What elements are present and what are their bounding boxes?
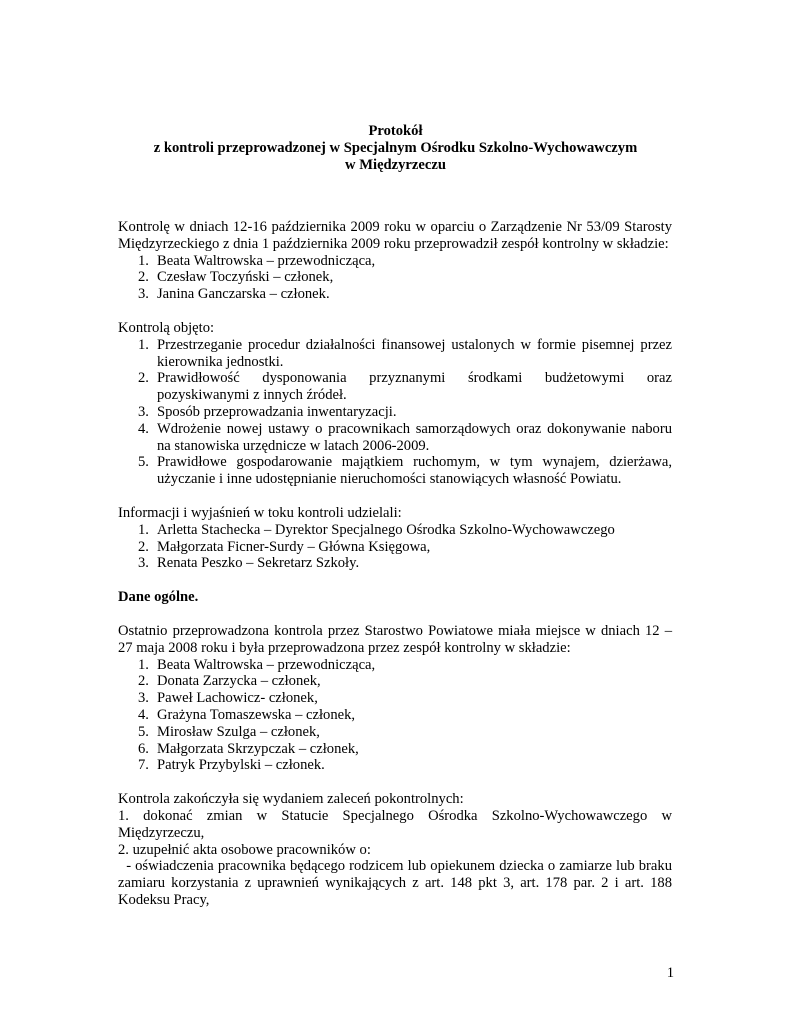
scope-label: Kontrolą objęto: [118,319,215,336]
list-item: 4. Wdrożenie nowej ustawy o pracownikach samorządowych oraz dokonywanie naboru na stanowiska urzędnicze w latach 2006-2009. [138,420,672,454]
general-heading: Dane ogólne. [118,589,199,606]
list-item: 3. Paweł Lachowicz- członek, [138,690,318,707]
conclusion-line-4: - oświadczenia pracownika będącego rodzicem lub opiekunem dziecka o zamiarze lub braku zamiaru korzystania z uprawnień wynikających z art. 148 pkt 3, art. 178 par. 2 i art. 188 Kodeksu Pracy, [118,858,676,908]
list-item: 1. Arletta Stachecka – Dyrektor Specjalnego Ośrodka Szkolno-Wychowawczego [138,521,615,538]
list-item: 3. Sposób przeprowadzania inwentaryzacji. [138,403,397,420]
list-item: 7. Patryk Przybylski – członek. [138,757,325,774]
control-team-list [118,253,672,303]
page-number: 1 [666,965,674,981]
list-item: 1. Beata Waltrowska – przewodnicząca, [138,656,376,673]
title-line-1: Protokół [368,123,423,139]
conclusion-line-1: Kontrola zakończyła się wydaniem zaleceń pokontrolnych: [118,791,464,808]
intro-text-line-2: Międzyrzeckiego z dnia 1 października 2009 roku przeprowadził zespół kontrolny w składzie: [118,235,669,252]
conclusion-line-3: 2. uzupełnić akta osobowe pracowników o: [118,841,371,858]
list-item: 2. Prawidłowość dysponowania przyznanymi środkami budżetowymi oraz pozyskiwanymi z innych źródeł. [138,370,672,404]
list-item: 3. Janina Ganczarska – członek. [138,286,330,303]
list-item: 2. Czesław Toczyński – członek, [138,269,334,286]
intro-text-line-1: Kontrolę w dniach 12-16 października 2009 roku w oparciu o Zarządzenie Nr 53/09 Starosty [118,219,672,235]
list-item: 4. Grażyna Tomaszewska – członek, [138,706,356,723]
list-item: 5. Prawidłowe gospodarowanie majątkiem ruchomym, w tym wynajem, dzierżawa, użyczanie i inne udostępnianie nieruchomości stanowiących własność Powiatu. [138,454,672,488]
list-item: 6. Małgorzata Skrzypczak – członek, [138,740,359,757]
title-line-3: w Międzyrzeczu [345,157,446,173]
conclusion-line-2: 1. dokonać zmian w Statucie Specjalnego Ośrodka Szkolno-Wychowawczego w Międzyrzeczu, [118,807,672,841]
document-body [118,219,676,909]
informants-label: Informacji i wyjaśnień w toku kontroli udzielali: [118,504,402,521]
list-item: 2. Małgorzata Ficner-Surdy – Główna Księgowa, [138,538,431,555]
list-item: 1. Beata Waltrowska – przewodnicząca, [138,252,376,269]
scope-list [118,337,672,488]
document-title [0,123,791,174]
list-item: 2. Donata Zarzycka – członek, [138,673,321,690]
general-text: Ostatnio przeprowadzona kontrola przez Starostwo Powiatowe miała miejsce w dniach 12 – 27 maja 2008 roku i była przeprowadzona przez zespół kontrolny w składzie: [118,622,672,656]
list-item: 5. Mirosław Szulga – członek, [138,723,320,740]
list-item: 1. Przestrzeganie procedur działalności finansowej ustalonych w formie pisemnej przez kierownika jednostki. [138,336,672,370]
previous-team-list [118,657,672,775]
informants-list [118,522,672,572]
list-item: 3. Renata Peszko – Sekretarz Szkoły. [138,555,360,572]
title-line-2: z kontroli przeprowadzonej w Specjalnym Ośrodku Szkolno-Wychowawczym [153,140,638,156]
